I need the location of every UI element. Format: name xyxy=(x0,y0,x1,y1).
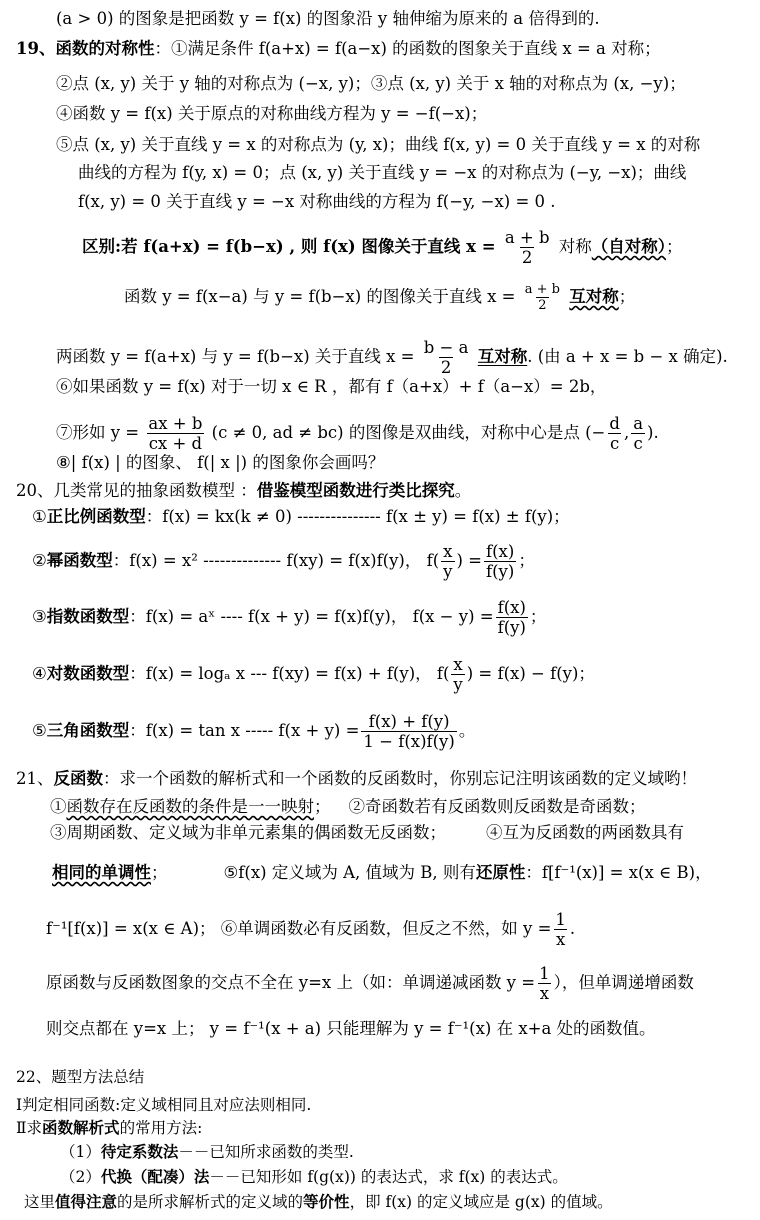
text-line: ⑦形如 y = $\frac{ax + b}{cx + d}$ (c ≠ 0, ad ≠ bc) 的图像是双曲线，对称中心是点 (− $\frac{d}{c}$ , $\frac{a}{c}$ ). xyxy=(56,414,659,453)
text-line: （2）代换（配凑）法－－已知形如 f(g(x)) 的表达式，求 f(x) 的表达式。 xyxy=(60,1167,568,1186)
fraction: $\frac{ax + b}{cx + d}$ xyxy=(148,414,203,453)
text-line: ③指数函数型：f(x) = aˣ ---- f(x + y) = f(x)f(y)， f(x − y) = $\frac{f(x)}{f(y)}$ ； xyxy=(32,598,547,637)
text-line: 则交点都在 y=x 上； y = f⁻¹(x + a) 只能理解为 y = f⁻¹(x) 在 x+a 处的函数值。 xyxy=(46,1019,656,1038)
fraction: $\frac{f(x)}{f(y)}$ xyxy=(486,542,515,581)
text-line: ③周期函数、定义域为非单元素集的偶函数无反函数； ④互为反函数的两函数具有 xyxy=(50,823,684,842)
text-line: ①正比例函数型：f(x) = kx(k ≠ 0) --------------- f(x ± y) = f(x) ± f(y)； xyxy=(32,507,570,526)
text-line: 曲线的方程为 f(y, x) = 0；点 (x, y) 关于直线 y = −x 的对称点为 (−y, −x)；曲线 xyxy=(78,163,687,182)
text-line: f(x, y) = 0 关于直线 y = −x 对称曲线的方程为 f(−y, −x) = 0 . xyxy=(78,192,556,211)
fraction: $\frac{a}{c}$ xyxy=(633,414,644,453)
fraction: $\frac{x}{y}$ xyxy=(453,655,463,694)
section-19-heading: 19、函数的对称性：①满足条件 f(a+x) = f(a−x) 的函数的图象关于直线 x = a 对称； xyxy=(16,39,661,58)
section-22-heading: 22、题型方法总结 xyxy=(16,1068,145,1086)
text-line: ①函数存在反函数的条件是一一映射； ②奇函数若有反函数则反函数是奇函数； xyxy=(50,797,646,816)
text-line: 这里值得注意的是所求解析式的定义域的等价性，即 f(x) 的定义域应是 g(x) 的值域。 xyxy=(24,1192,613,1211)
fraction: $\frac{f(x) + f(y)}{1 - f(x)f(y)}$ xyxy=(363,712,455,751)
fraction: $\frac{1}{x}$ xyxy=(555,910,566,949)
text-line: （1）待定系数法－－已知所求函数的类型. xyxy=(60,1142,354,1161)
text-line: ②幂函数型：f(x) = x² -------------- f(xy) = f(x)f(y)， f( $\frac{x}{y}$ ) = $\frac{f(x)}{f(y)}$ ； xyxy=(32,542,535,581)
fraction: $\frac{a + b}{2}$ xyxy=(504,228,550,267)
section-21-heading: 21、反函数：求一个函数的解析式和一个函数的反函数时，你别忘记注明该函数的定义域哟！ xyxy=(16,769,697,788)
text-line: ④函数 y = f(x) 关于原点的对称曲线方程为 y = −f(−x)； xyxy=(56,104,488,123)
fraction: $\frac{a + b}{2}$ xyxy=(524,282,560,313)
section-20-heading: 20、几类常见的抽象函数模型 ：借鉴模型函数进行类比探究。 xyxy=(16,481,472,500)
text-line: ④对数函数型：f(x) = logₐ x --- f(xy) = f(x) + f(y)， f( $\frac{x}{y}$ ) = f(x) − f(y)； xyxy=(32,655,595,694)
text-line: f⁻¹[f(x)] = x(x ∈ A)； ⑥单调函数必有反函数，但反之不然，如 y = $\frac{1}{x}$ . xyxy=(46,910,576,949)
text-line: Ⅱ求函数解析式的常用方法: xyxy=(16,1118,203,1137)
text-line: ⑤点 (x, y) 关于直线 y = x 的对称点为 (y, x)；曲线 f(x, y) = 0 关于直线 y = x 的对称 xyxy=(56,135,701,154)
text-line: ⑤三角函数型：f(x) = tan x ----- f(x + y) = $\frac{f(x) + f(y)}{1 - f(x)f(y)}$ 。 xyxy=(32,712,476,751)
fraction: $\frac{x}{y}$ xyxy=(443,542,453,581)
text-line: Ⅰ判定相同函数:定义域相同且对应法则相同. xyxy=(16,1096,312,1114)
text-line: 区别:若 f(a+x) = f(b−x) , 则 f(x) 图像关于直线 x = $\frac{a + b}{2}$ 对称（自对称）； xyxy=(82,228,683,267)
text-line: ②点 (x, y) 关于 y 轴的对称点为 (−x, y)；③点 (x, y) 关于 x 轴的对称点为 (x, −y)； xyxy=(56,74,686,93)
text-line: 相同的单调性； ⑤f(x) 定义域为 A, 值域为 B, 则有还原性：f[f⁻¹(x)] = x(x ∈ B)， xyxy=(52,863,712,882)
text-line: ⑧| f(x) | 的图象、 f(| x |) 的图象你会画吗？ xyxy=(56,453,385,472)
text-line: (a > 0) 的图象是把函数 y = f(x) 的图象沿 y 轴伸缩为原来的 a 倍得到的. xyxy=(56,9,600,28)
fraction: $\frac{d}{c}$ xyxy=(609,414,620,453)
fraction: $\frac{f(x)}{f(y)}$ xyxy=(497,598,526,637)
fraction: $\frac{1}{x}$ xyxy=(539,964,550,1003)
text-line: 两函数 y = f(a+x) 与 y = f(b−x) 关于直线 x = $\frac{b - a}{2}$ 互对称. (由 a + x = b − x 确定). xyxy=(56,338,728,377)
text-line: ⑥如果函数 y = f(x) 对于一切 x ∈ R ，都有 f（a+x）+ f（a−x）= 2b， xyxy=(56,377,607,396)
fraction: $\frac{b - a}{2}$ xyxy=(423,338,469,377)
text-line: 原函数与反函数图象的交点不全在 y=x 上（如：单调递减函数 y = $\frac{1}{x}$ ），但单调递增函数 xyxy=(46,964,694,1003)
text-line: 函数 y = f(x−a) 与 y = f(b−x) 的图像关于直线 x = $\frac{a + b}{2}$ 互对称； xyxy=(124,282,636,313)
